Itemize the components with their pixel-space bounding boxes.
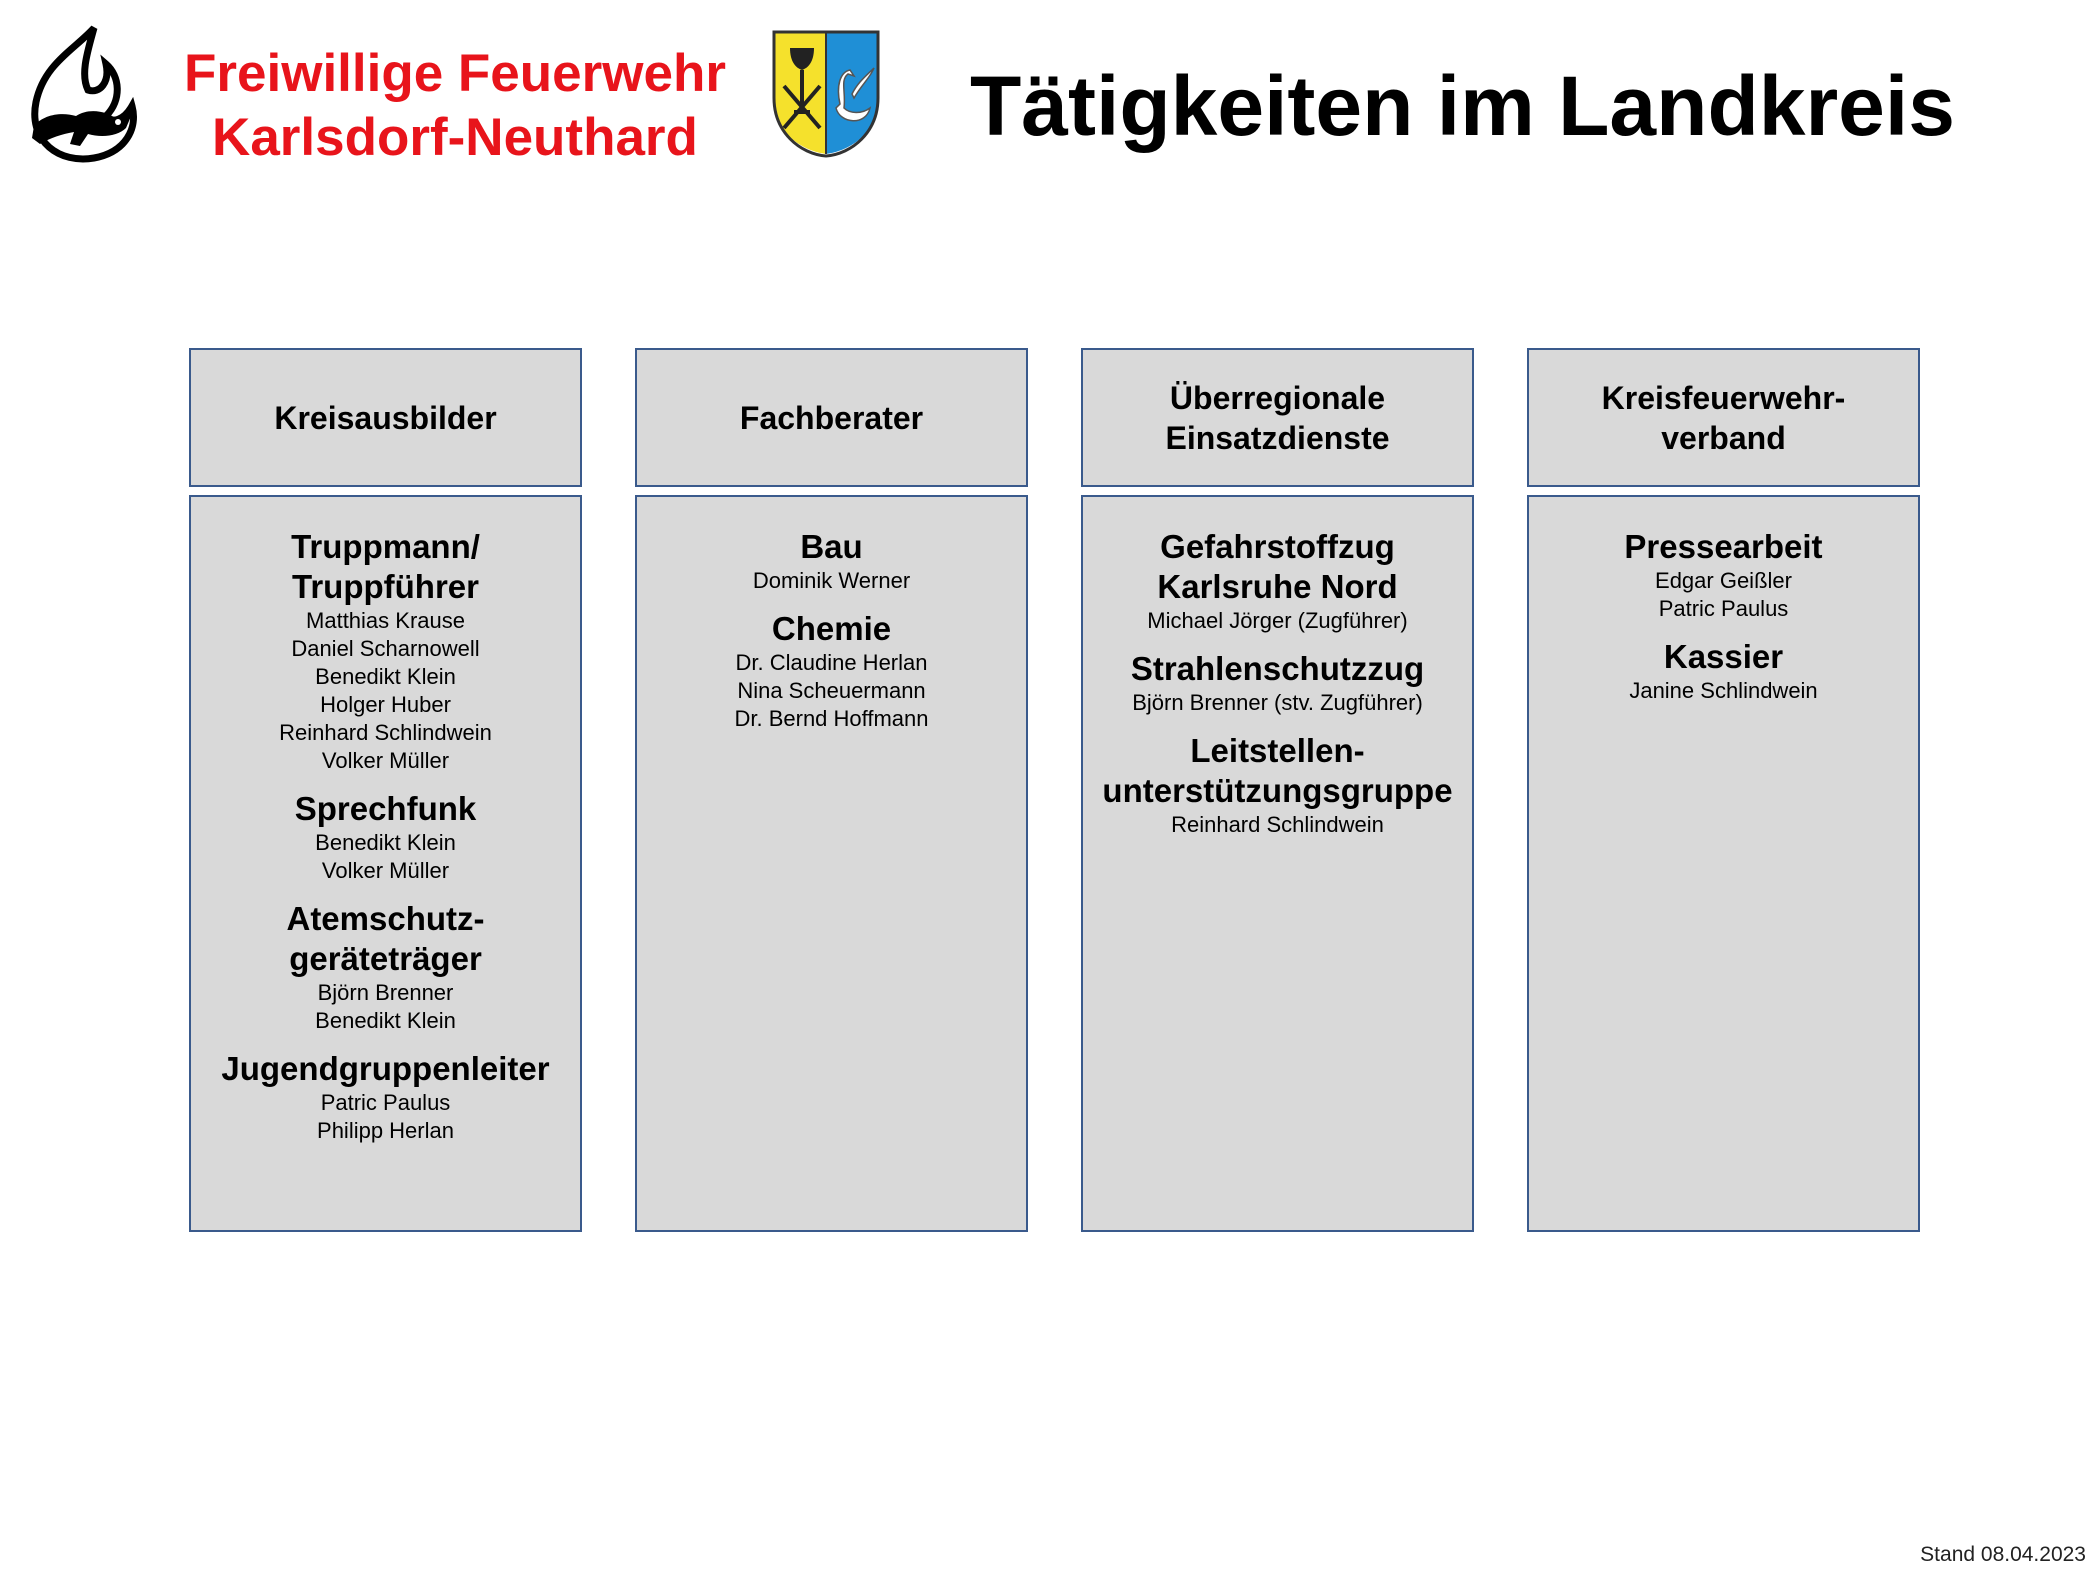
section-jugendgruppenleiter [191,1049,580,1145]
person-name: Holger Huber [320,692,451,717]
section-kassier [1529,637,1918,705]
column-header-line1: Kreisfeuerwehr- [1601,379,1846,416]
column-content-ueberregionale-einsatzdienste [1081,495,1474,1232]
section-title-line1: Sprechfunk [294,790,477,827]
organization-name-line2: Karlsdorf-Neuthard [212,108,698,167]
coat-of-arms-icon [770,28,882,160]
person-name: Daniel Scharnowell [291,636,480,661]
person-name: Benedikt Klein [315,1008,456,1033]
section-sprechfunk [191,789,580,885]
person-name: Dominik Werner [752,568,911,593]
person-name: Volker Müller [321,748,450,773]
person-name: Volker Müller [321,858,450,883]
person-name: Michael Jörger (Zugführer) [1147,608,1408,633]
person-name: Reinhard Schlindwein [279,720,492,745]
section-title-line1: Atemschutz- [286,900,485,937]
column-header-line2: Einsatzdienste [1165,419,1390,456]
organization-name [160,42,750,170]
section-title-line1: Gefahrstoffzug [1160,528,1395,565]
section-pressearbeit [1529,527,1918,623]
person-name: Björn Brenner (stv. Zugführer) [1132,690,1423,715]
section-title-line2: Truppführer [292,568,479,605]
column-header-line1: Kreisausbilder [274,399,497,436]
section-title-line1: Truppmann/ [291,528,480,565]
column-content-kreisausbilder [189,495,582,1232]
section-chemie [637,609,1026,733]
section-title-line1: Strahlenschutzzug [1130,650,1425,687]
section-strahlenschutzzug [1083,649,1472,717]
column-header-kreisfeuerwehrverband [1527,348,1920,487]
column-content-kreisfeuerwehrverband [1527,495,1920,1232]
column-header-kreisausbilder [189,348,582,487]
fire-brigade-emblem-icon [14,24,144,164]
person-name: Dr. Claudine Herlan [735,650,928,675]
column-header-line2: verband [1661,419,1786,456]
section-title-line2: Karlsruhe Nord [1157,568,1398,605]
column-header-line1: Überregionale [1169,379,1386,416]
person-name: Patric Paulus [1658,596,1789,621]
column-header-fachberater [635,348,1028,487]
person-name: Philipp Herlan [317,1118,454,1143]
stand-date: Stand 08.04.2023 [1920,1543,2086,1566]
person-name: Benedikt Klein [315,830,456,855]
person-name: Björn Brenner [317,980,454,1005]
page-title: Tätigkeiten im Landkreis [970,59,1955,153]
section-title-line1: Leitstellen- [1190,732,1365,769]
person-name: Dr. Bernd Hoffmann [734,706,929,731]
section-title-line2: geräteträger [289,940,482,977]
column-header-ueberregionale-einsatzdienste [1081,348,1474,487]
person-name: Janine Schlindwein [1629,678,1818,703]
person-name: Benedikt Klein [315,664,456,689]
section-title-line1: Chemie [771,610,892,647]
organization-name-line1: Freiwillige Feuerwehr [184,44,726,103]
section-title-line1: Pressearbeit [1624,528,1823,565]
section-gefahrstoffzug [1083,527,1472,635]
column-content-fachberater [635,495,1028,1232]
section-title-line1: Jugendgruppenleiter [221,1050,550,1087]
section-title-line2: unterstützungsgruppe [1102,772,1453,809]
person-name: Edgar Geißler [1655,568,1792,593]
section-bau [637,527,1026,595]
person-name: Matthias Krause [306,608,465,633]
person-name: Reinhard Schlindwein [1171,812,1384,837]
column-header-line1: Fachberater [739,399,924,436]
person-name: Nina Scheuermann [737,678,926,703]
section-leitstellenunterstuetzung [1083,731,1472,839]
section-title-line1: Bau [800,528,863,565]
person-name: Patric Paulus [320,1090,451,1115]
section-atemschutz [191,899,580,1035]
section-truppmann [191,527,580,775]
section-title-line1: Kassier [1663,638,1784,675]
